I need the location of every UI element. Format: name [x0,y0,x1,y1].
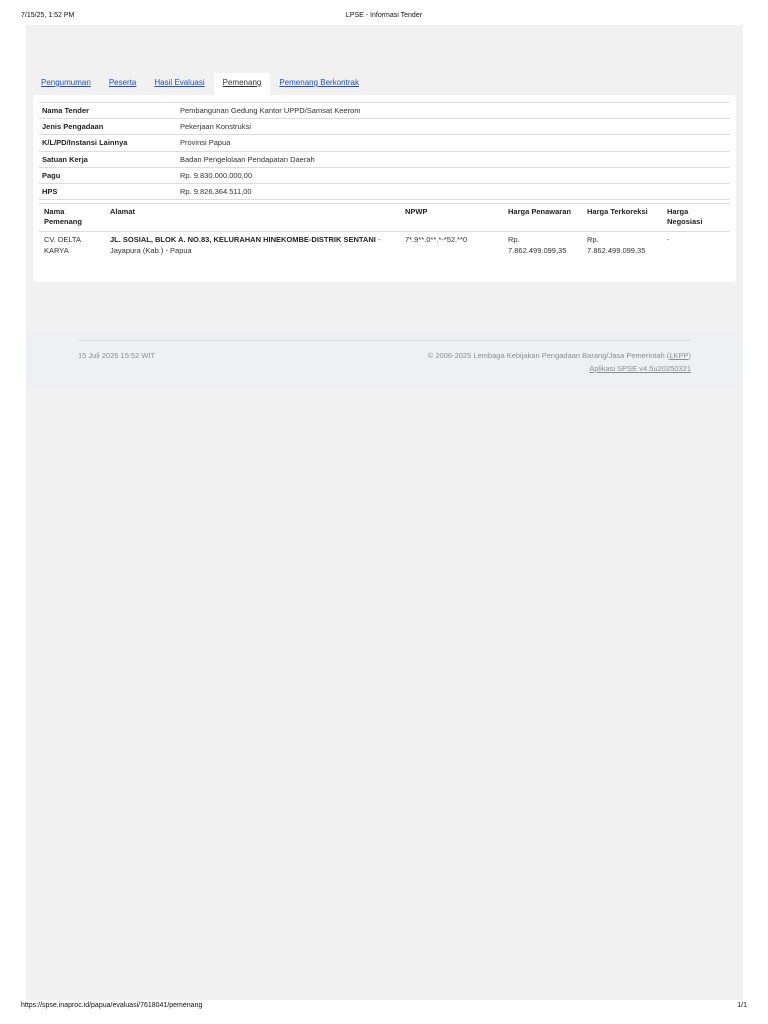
footer-copyright [428,351,691,360]
col-header-npwp: NPWP [400,204,503,232]
print-datetime: 7/15/25, 1:52 PM [21,12,75,19]
info-label: K/L/PD/Instansi Lainnya [39,135,177,151]
tab-hasil-evaluasi[interactable]: Hasil Evaluasi [154,78,205,87]
col-header-name: Nama Pemenang [39,204,105,232]
tender-info-table [39,102,730,200]
page-content [26,25,743,1000]
info-label: Nama Tender [39,103,177,119]
winner-corrected-price: Rp. 7.862.499.099,35 [587,235,646,255]
winner-address-street: JL. SOSIAL, BLOK A. NO.83, KELURAHAN HINEKOMBE-DISTRIK SENTANI [110,235,376,244]
info-value: Provinsi Papua [177,135,730,151]
winner-row [39,232,730,260]
info-row [39,183,730,199]
winner-name: CV. DELTA KARYA [44,235,81,255]
info-label: HPS [39,183,177,199]
winner-npwp: 7*.9**.0**.*-*52.**0 [405,235,468,244]
site-footer [26,333,743,388]
tab-pemenang-berkontrak[interactable]: Pemenang Berkontrak [279,78,359,87]
info-label: Pagu [39,167,177,183]
info-label: Jenis Pengadaan [39,119,177,135]
tender-panel [33,95,736,282]
footer-version [589,364,691,373]
print-title: LPSE - Informasi Tender [345,12,423,19]
info-row [39,103,730,119]
info-value: Rp. 9.830.000.000,00 [177,167,730,183]
info-row [39,119,730,135]
tab-bar [32,70,368,95]
col-header-corrected: Harga Terkoreksi [582,204,662,232]
print-page-number: 1/1 [737,1002,747,1009]
winner-offer-price: Rp. 7.862.499.099,35 [508,235,567,255]
info-row [39,151,730,167]
col-header-negotiated: Harga Negosiasi [662,204,730,232]
spse-version-link[interactable]: Aplikasi SPSE v4.5u20250321 [589,364,691,373]
info-value: Pekerjaan Konstruksi [177,119,730,135]
info-value: Rp. 9.826.364.511,00 [177,183,730,199]
winner-table [39,203,730,259]
info-row [39,135,730,151]
tab-pengumuman[interactable]: Pengumuman [41,78,91,87]
print-url: https://spse.inaproc.id/papua/evaluasi/7618041/pemenang [21,1002,203,1009]
col-header-offer: Harga Penawaran [503,204,582,232]
copyright-prefix: © 2006-2025 Lembaga Kebijakan Pengadaan Barang/Jasa Pemerintah ( [427,351,670,360]
print-header [21,12,747,24]
info-value: Pembangunan Gedung Kantor UPPD/Samsat Keerom [177,103,730,119]
copyright-suffix: ) [688,351,691,360]
winner-address-region: - Jayapura (Kab.) - Papua [110,235,381,255]
footer-divider [78,340,691,341]
info-row [39,167,730,183]
info-label: Satuan Kerja [39,151,177,167]
col-header-address: Alamat [105,204,400,232]
info-value: Badan Pengelolaan Pendapatan Daerah [177,151,730,167]
lkpp-link[interactable]: LKPP [669,351,689,360]
footer-date: 15 Juli 2025 15:52 WIT [78,351,156,360]
winner-header-row [39,204,730,232]
print-footer [21,1002,747,1014]
tab-pemenang[interactable]: Pemenang [214,73,271,95]
winner-negotiated-price: - [667,235,670,244]
tab-peserta[interactable]: Peserta [108,78,137,87]
winner-address [105,232,400,260]
